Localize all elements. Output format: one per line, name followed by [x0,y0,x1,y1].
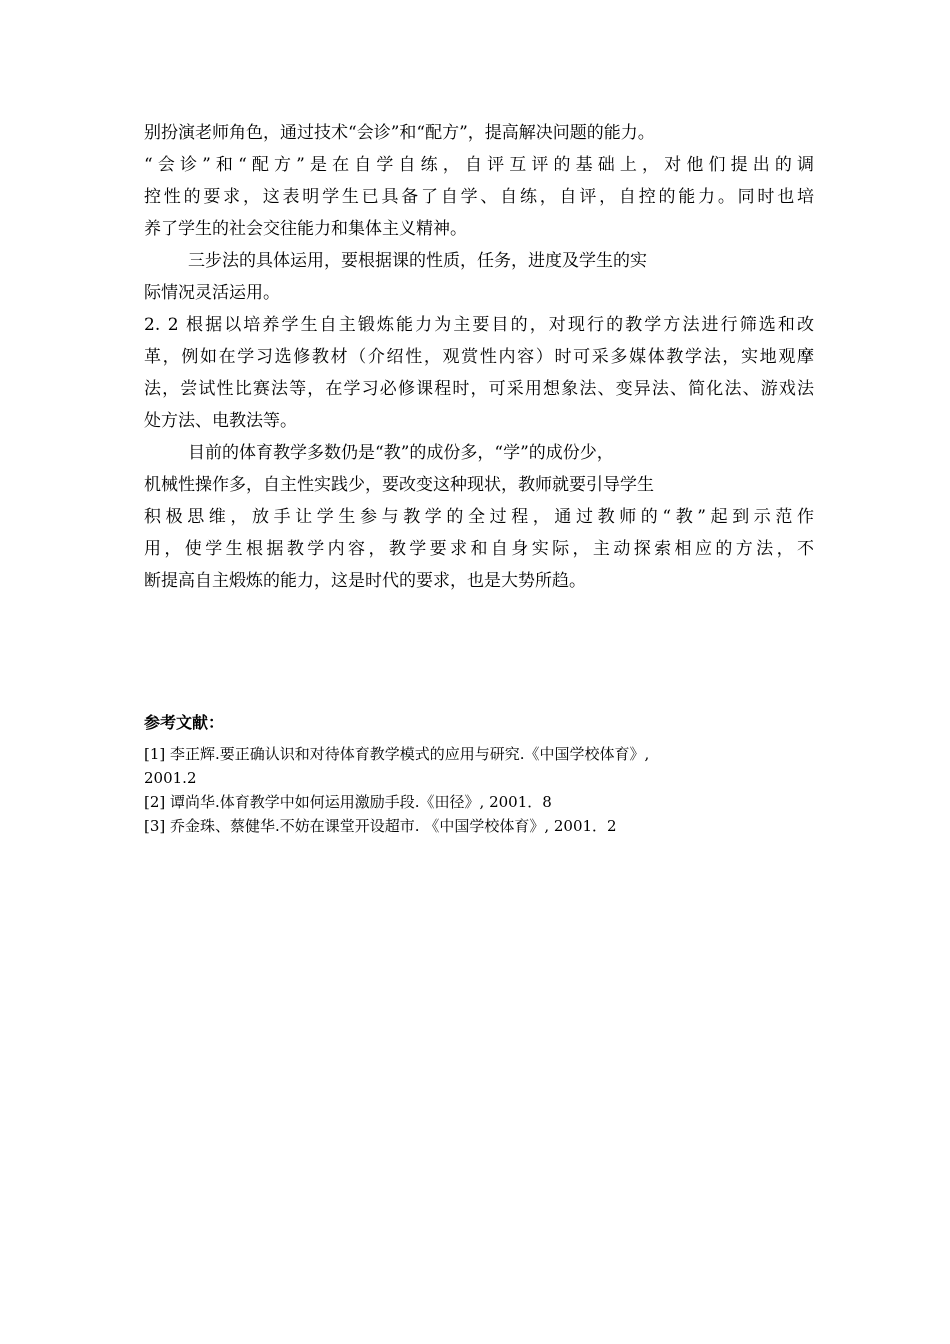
body-line: 处方法、电教法等。 [144,411,297,431]
references-section [144,708,814,838]
body-line: 别扮演老师角色，通过技术“会诊”和“配方”，提高解决问题的能力。 [144,123,655,143]
body-line: 机械性操作多，自主性实践少，要改变这种现状，教师就要引导学生 [144,475,654,495]
body-text [144,117,814,597]
reference-line: [3] 乔金珠、蔡健华.不妨在课堂开设超市. 《中国学校体育》, 2001．2 [144,817,617,835]
reference-line: 2001.2 [144,769,197,787]
body-line: 革，例如在学习选修教材（介绍性，观赏性内容）时可采多媒体教学法，实地观摩 [144,347,814,367]
references-heading: 参考文献： [144,713,225,732]
body-line: 际情况灵活运用。 [144,283,280,303]
reference-line: [2] 谭尚华.体育教学中如何运用激励手段.《田径》, 2001．8 [144,793,552,811]
body-line: 积极思维，放手让学生参与教学的全过程，通过教师的“教”起到示范作 [144,507,814,527]
body-line: 养了学生的社会交往能力和集体主义精神。 [144,219,467,239]
body-line: 2. 2 根据以培养学生自主锻炼能力为主要目的，对现行的教学方法进行筛选和改 [144,315,814,335]
body-line: 用，使学生根据教学内容，教学要求和自身实际，主动探索相应的方法，不 [144,539,814,559]
reference-line: [1] 李正辉.要正确认识和对待体育教学模式的应用与研究.《中国学校体育》, [144,745,650,763]
body-line: “会诊”和“配方”是在自学自练，自评互评的基础上，对他们提出的调 [144,155,814,175]
body-line: 控性的要求，这表明学生已具备了自学、自练，自评，自控的能力。同时也培 [144,187,814,207]
body-line: 断提高自主煅炼的能力，这是时代的要求，也是大势所趋。 [144,571,586,591]
body-line: 目前的体育教学多数仍是“教”的成份多，“学”的成份少， [188,443,614,463]
body-line: 三步法的具体运用，要根据课的性质，任务，进度及学生的实 [188,251,647,271]
body-line: 法，尝试性比赛法等，在学习必修课程时，可采用想象法、变异法、简化法、游戏法 [144,379,814,399]
